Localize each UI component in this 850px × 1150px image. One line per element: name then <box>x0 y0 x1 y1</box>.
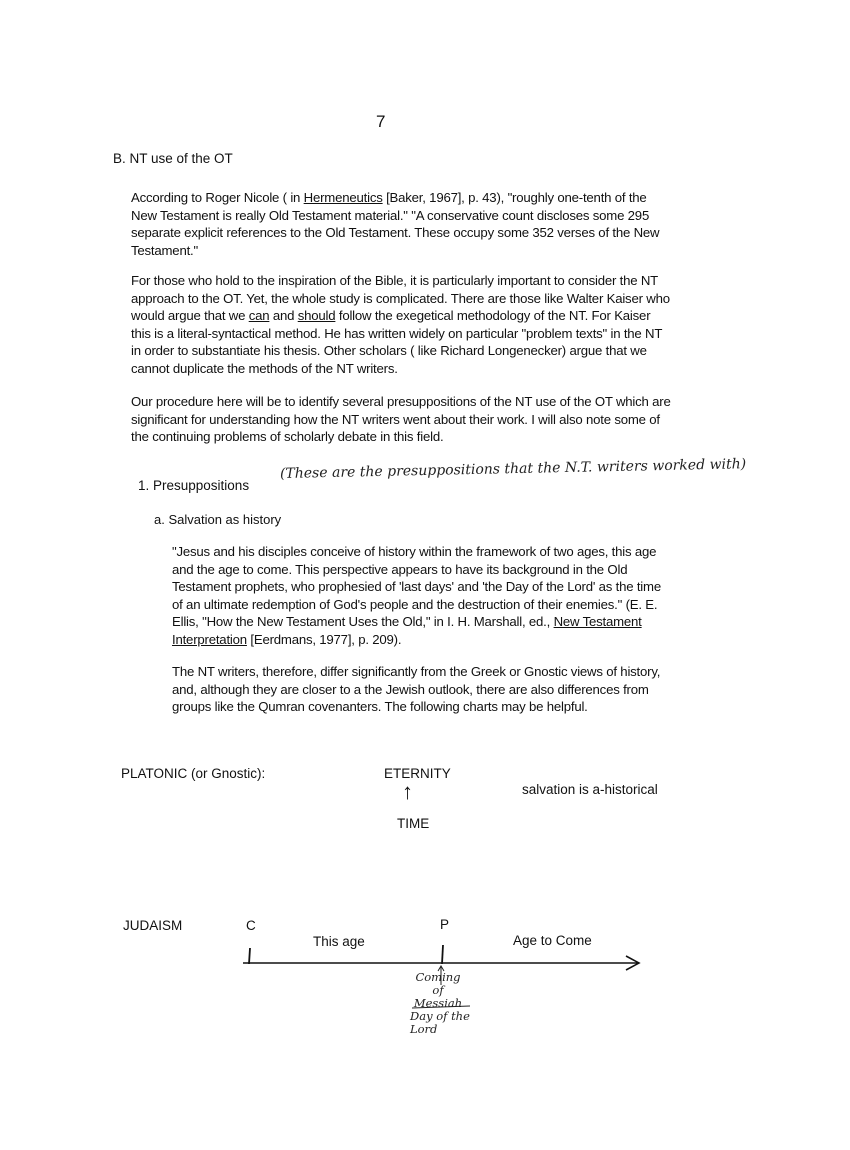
para1-before: According to Roger Nicole ( in <box>131 190 304 205</box>
tick-c <box>249 948 250 964</box>
intro-paragraph-3: Our procedure here will be to identify several presuppositions of the NT use of the OT which are significant for understanding how the NT writers went about their work. I will also note some of the continuing problems of scholarly debate in this field. <box>131 394 671 444</box>
nt-writers-paragraph: The NT writers, therefore, differ significantly from the Greek or Gnostic views of history, and, although they are closer to a the Jewish outlook, there are also differences from groups like the Qumran covenanters. The following charts may be helpful. <box>172 664 661 714</box>
should-underlined: should <box>297 308 336 323</box>
can-underlined: can <box>248 308 270 323</box>
platonic-label: PLATONIC (or Gnostic): <box>121 766 266 781</box>
creation-mark: C <box>246 918 256 933</box>
coming-of-messiah-note: Coming of Messiah <box>413 970 463 1010</box>
time-label: TIME <box>397 816 430 831</box>
nt-interpretation-title: New Testament Interpretation <box>172 614 642 647</box>
section-heading: B. NT use of the OT <box>113 151 233 166</box>
this-age-label: This age <box>313 934 365 949</box>
judaism-label: JUDAISM <box>123 918 183 933</box>
presuppositions-heading: 1. Presuppositions <box>138 478 250 493</box>
para2-and: and <box>269 308 298 323</box>
up-arrow-icon: ↑ <box>402 779 413 804</box>
present-mark: P <box>440 917 450 932</box>
page-number: 7 <box>376 112 386 131</box>
day-of-the-lord-note: Day of the Lord <box>410 1009 470 1036</box>
para2-part2: follow the exegetical methodology of the NT. For Kaiser this is a literal-syntactical method. He has written widely on particular "problem texts" in the NT in order to substantiate his thesis. Other scholars ( like Richard Longenecker) argue that we cannot duplicate the methods of the NT writers. <box>131 308 662 376</box>
quote-text: "Jesus and his disciples conceive of history within the framework of two ages, this age and the age to come. This perspective appears to have its background in the Old Testament prophets, who prophesied of 'last days' and 'the Day of the Lord' as the time of an ultimate redemption of God's people and the destruction of their enemies." (E. E. Ellis, "How the New Testament Uses the Old," in I. H. Marshall, ed., <box>172 544 661 629</box>
tick-p <box>442 945 443 964</box>
salvation-note: salvation is a-historical <box>522 782 658 797</box>
salvation-history-heading: a. Salvation as history <box>154 512 282 527</box>
para2-part1: For those who hold to the inspiration of the Bible, it is particularly important to consider the NT approach to the OT. Yet, the whole study is complicated. There are those like Walter Kaiser who would argue that we <box>131 273 670 323</box>
para1-after: [Baker, 1967], p. 43), "roughly one-tenth of the New Testament is really Old Testament material." "A conservative count discloses some 295 separate explicit references to the Old Testament. These occupy some 352 verses of the New Testament." <box>131 190 660 258</box>
eternity-label: ETERNITY <box>384 766 451 781</box>
hermeneutics-title: Hermeneutics <box>303 190 383 205</box>
quote-citation: [Eerdmans, 1977], p. 209). <box>246 631 402 647</box>
handwritten-note: (These are the presuppositions that the N.T. writers worked with) <box>279 456 747 482</box>
age-to-come-label: Age to Come <box>513 933 592 948</box>
